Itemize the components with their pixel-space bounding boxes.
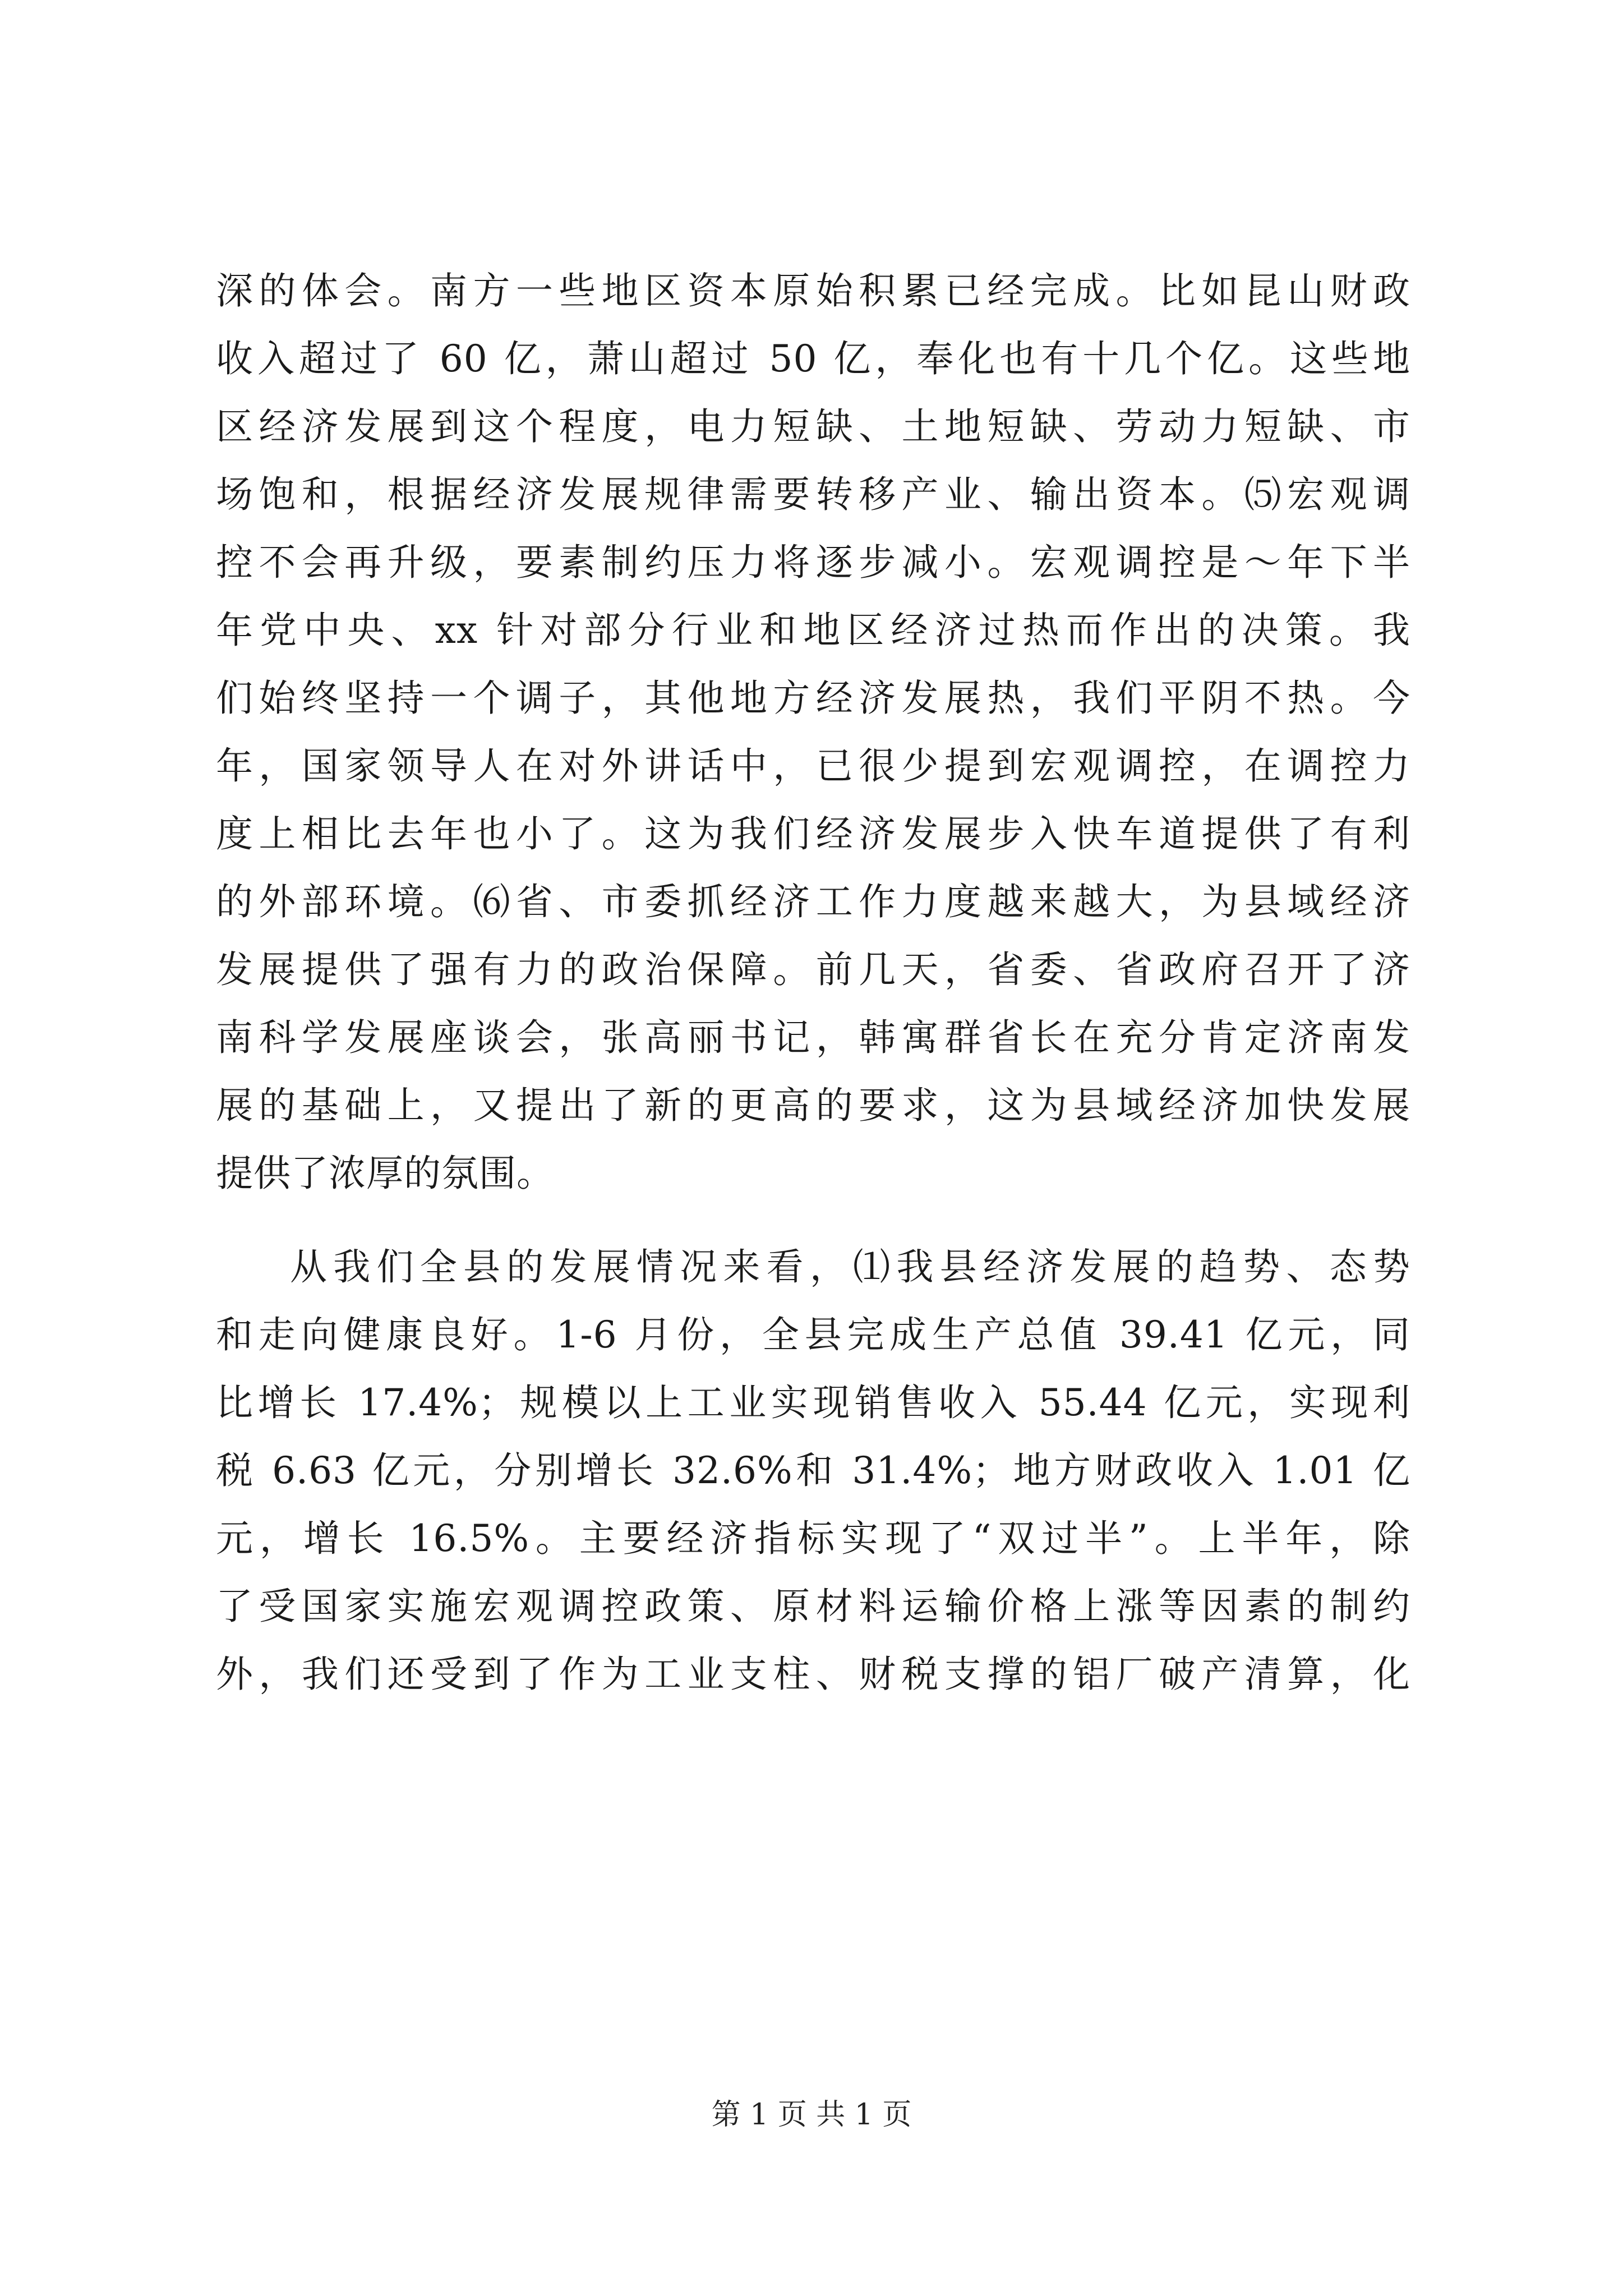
paragraph-2 — [216, 1233, 1410, 1708]
text-line: 区经济发展到这个程度，电力短缺、土地短缺、劳动力短缺、市 — [216, 405, 1410, 448]
text-line: 税 6.63 亿元，分别增长 32.6%和 31.4%；地方财政收入 1.01 亿 — [216, 1449, 1410, 1492]
text-line: 场饱和，根据经济发展规律需要转移产业、输出资本。⑸宏观调 — [216, 473, 1410, 516]
text-line: 的外部环境。⑹省、市委抓经济工作力度越来越大，为县域经济 — [216, 880, 1410, 923]
text-line: 收入超过了 60 亿，萧山超过 50 亿，奉化也有十几个亿。这些地 — [216, 337, 1410, 380]
text-line: 度上相比去年也小了。这为我们经济发展步入快车道提供了有利 — [216, 812, 1410, 855]
text-line: 从我们全县的发展情况来看，⑴我县经济发展的趋势、态势 — [290, 1245, 1410, 1289]
text-line: 提供了浓厚的氛围。 — [216, 1152, 554, 1195]
text-line: 年党中央、xx 针对部分行业和地区经济过热而作出的决策。我 — [216, 609, 1410, 652]
text-line: 外，我们还受到了作为工业支柱、财税支撑的铝厂破产清算，化 — [216, 1653, 1410, 1696]
text-line: 年，国家领导人在对外讲话中，已很少提到宏观调控，在调控力 — [216, 744, 1410, 788]
text-line: 展的基础上，又提出了新的更高的要求，这为县域经济加快发展 — [216, 1084, 1410, 1127]
text-line: 南科学发展座谈会，张高丽书记，韩寓群省长在充分肯定济南发 — [216, 1016, 1410, 1059]
document-body — [216, 257, 1410, 1708]
text-line: 深的体会。南方一些地区资本原始积累已经完成。比如昆山财政 — [216, 269, 1410, 312]
text-line: 们始终坚持一个调子，其他地方经济发展热，我们平阴不热。今 — [216, 677, 1410, 720]
text-line: 发展提供了强有力的政治保障。前几天，省委、省政府召开了济 — [216, 948, 1410, 991]
text-line: 和走向健康良好。1-6 月份，全县完成生产总值 39.41 亿元，同 — [216, 1313, 1410, 1356]
text-line: 比增长 17.4%；规模以上工业实现销售收入 55.44 亿元，实现利 — [216, 1381, 1410, 1424]
text-line: 元，增长 16.5%。主要经济指标实现了“双过半”。上半年，除 — [216, 1517, 1410, 1560]
paragraph-1 — [216, 257, 1410, 1207]
page-number-footer: 第 1 页 共 1 页 — [711, 2098, 912, 2132]
paragraph-spacing — [216, 1207, 1410, 1233]
text-line: 控不会再升级，要素制约压力将逐步减小。宏观调控是～年下半 — [216, 541, 1410, 584]
text-line: 了受国家实施宏观调控政策、原材料运输价格上涨等因素的制约 — [216, 1585, 1410, 1628]
